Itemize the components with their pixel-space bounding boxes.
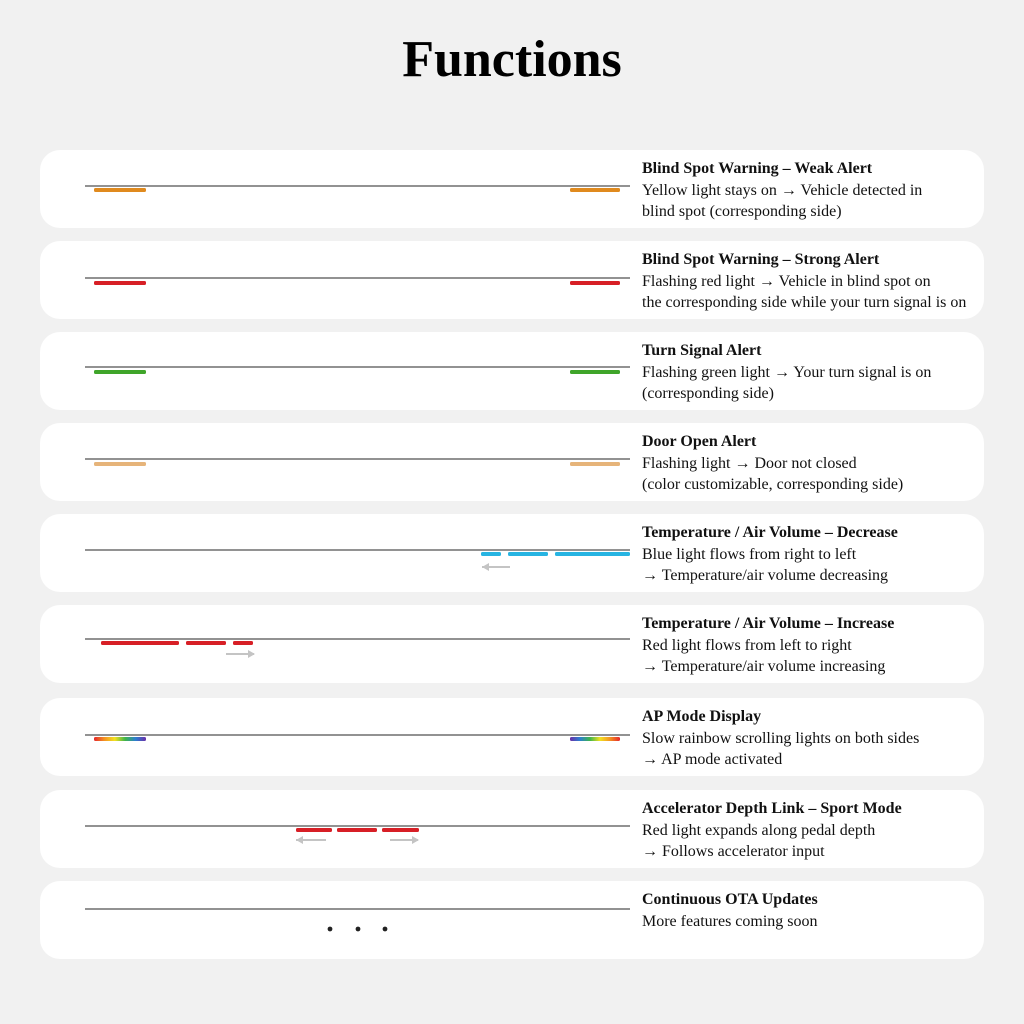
function-text-line: Flashing red light → Vehicle in blind spot on — [642, 272, 931, 290]
function-text-line: the corresponding side while your turn signal is on — [642, 294, 967, 311]
function-text-line: Red light expands along pedal depth — [642, 821, 876, 839]
function-text-line: More features coming soon — [642, 912, 818, 930]
function-text-line: (color customizable, corresponding side) — [642, 476, 904, 493]
light-strip-diagram — [40, 790, 640, 868]
right-arrow-icon — [226, 650, 255, 658]
function-card-blind-spot-strong — [40, 241, 984, 319]
function-title: AP Mode Display — [642, 708, 762, 725]
right-amber-light — [570, 188, 620, 192]
function-text-line: Red light flows from left to right — [642, 636, 852, 654]
function-title: Temperature / Air Volume – Increase — [642, 615, 895, 632]
red-expand-segment — [296, 828, 332, 832]
function-card-accelerator-depth — [40, 790, 984, 868]
function-description — [642, 798, 1024, 863]
right-red-light — [570, 281, 620, 285]
right-arrow-icon — [390, 836, 419, 844]
function-text-line: Flashing green light → Your turn signal is on — [642, 363, 932, 381]
left-arrow-icon — [296, 836, 326, 844]
function-description — [642, 889, 1024, 932]
light-strip-diagram — [40, 241, 640, 319]
red-expand-segment — [382, 828, 419, 832]
function-text-line: Yellow light stays on → Vehicle detected in — [642, 181, 923, 199]
function-text-line: (corresponding side) — [642, 385, 774, 402]
left-arrow-icon — [482, 563, 510, 571]
red-flow-segment — [186, 641, 226, 645]
red-expand-segment — [337, 828, 377, 832]
function-text-line: Slow rainbow scrolling lights on both sides — [642, 729, 920, 747]
function-text-line: → Follows accelerator input — [642, 843, 825, 860]
light-strip-diagram — [40, 332, 640, 410]
function-card-ota-updates — [40, 881, 984, 959]
cyan-flow-segment — [555, 552, 630, 556]
function-description — [642, 431, 1024, 496]
cyan-flow-segment — [481, 552, 501, 556]
left-light-amber-light — [94, 462, 146, 466]
light-strip-diagram — [40, 514, 640, 592]
ellipsis-icon — [328, 927, 388, 932]
red-flow-segment — [233, 641, 253, 645]
light-strip-diagram — [40, 150, 640, 228]
left-amber-light — [94, 188, 146, 192]
function-card-door-open — [40, 423, 984, 501]
function-title: Accelerator Depth Link – Sport Mode — [642, 800, 902, 817]
function-text-line: Flashing light → Door not closed — [642, 454, 857, 472]
function-description — [642, 158, 1024, 223]
function-text-line: blind spot (corresponding side) — [642, 203, 842, 220]
function-description — [642, 706, 1024, 771]
function-card-temp-increase — [40, 605, 984, 683]
light-strip-diagram — [40, 881, 640, 959]
light-strip-diagram — [40, 698, 640, 776]
function-description — [642, 613, 1024, 678]
function-description — [642, 522, 1024, 587]
function-text-line: → Temperature/air volume decreasing — [642, 567, 889, 584]
function-title: Turn Signal Alert — [642, 342, 762, 359]
right-light-amber-light — [570, 462, 620, 466]
left-rainbow-light — [94, 737, 146, 741]
page-title: Functions — [402, 31, 622, 88]
function-text-line: → Temperature/air volume increasing — [642, 658, 886, 675]
light-strip-diagram — [40, 605, 640, 683]
function-title: Continuous OTA Updates — [642, 891, 818, 908]
function-card-blind-spot-weak — [40, 150, 984, 228]
function-description — [642, 340, 1024, 405]
function-title: Blind Spot Warning – Strong Alert — [642, 251, 880, 268]
function-description — [642, 249, 1024, 314]
function-card-temp-decrease — [40, 514, 984, 592]
light-strip-diagram — [40, 423, 640, 501]
function-text-line: → AP mode activated — [642, 751, 783, 768]
red-flow-segment — [101, 641, 179, 645]
right-green-light — [570, 370, 620, 374]
function-title: Blind Spot Warning – Weak Alert — [642, 160, 873, 177]
function-card-ap-mode — [40, 698, 984, 776]
function-title: Temperature / Air Volume – Decrease — [642, 524, 898, 541]
left-green-light — [94, 370, 146, 374]
function-title: Door Open Alert — [642, 433, 757, 450]
cyan-flow-segment — [508, 552, 548, 556]
right-rainbow-light — [570, 737, 620, 741]
left-red-light — [94, 281, 146, 285]
function-text-line: Blue light flows from right to left — [642, 545, 857, 563]
function-card-turn-signal — [40, 332, 984, 410]
